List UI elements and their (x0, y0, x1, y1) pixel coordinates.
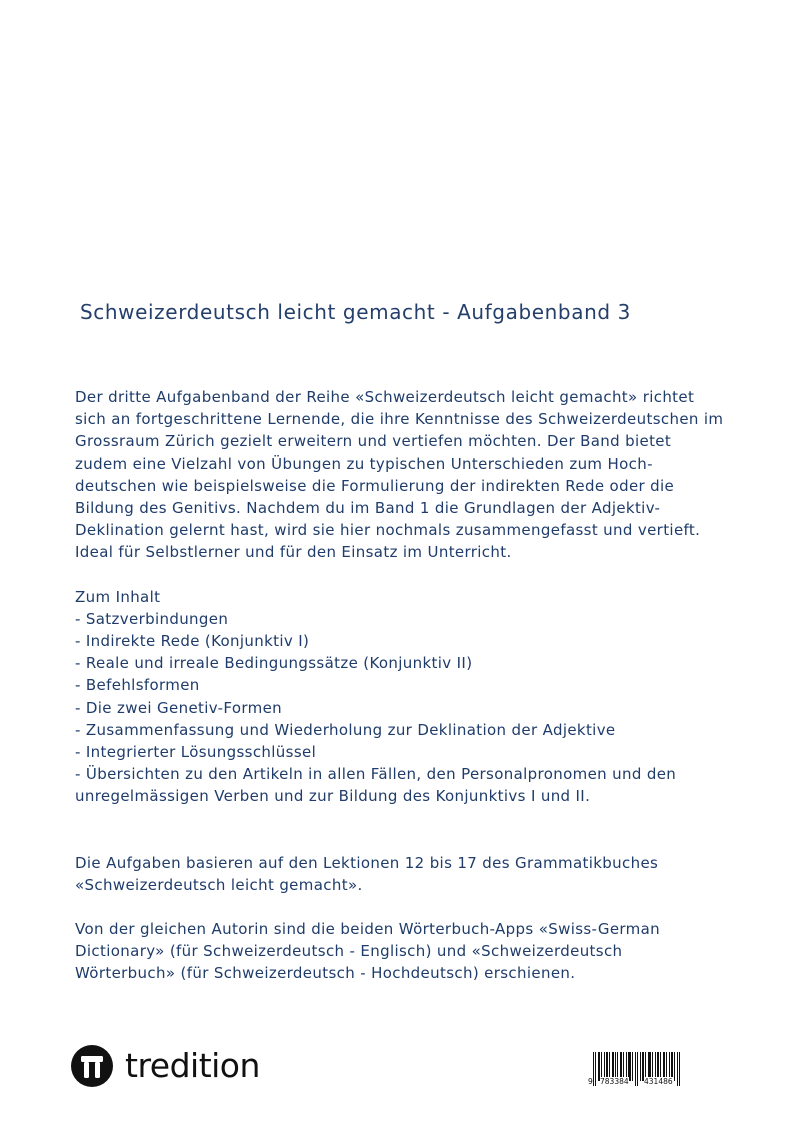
list-item: - Befehlsformen (75, 674, 725, 696)
list-item: - Satzverbindungen (75, 608, 725, 630)
list-item: - Indirekte Rede (Konjunktiv I) (75, 630, 725, 652)
publisher-name: tredition (125, 1046, 260, 1085)
publisher-logo (71, 1045, 260, 1087)
list-item: - Reale und irreale Bedingungssätze (Konjunktiv II) (75, 652, 725, 674)
list-item: - Zusammenfassung und Wiederholung zur Deklination der Adjektive (75, 719, 725, 741)
back-cover-text (75, 386, 725, 985)
barcode-group-right: 431486 (644, 1077, 673, 1086)
intro-paragraph: Der dritte Aufgabenband der Reihe «Schweizerdeutsch leicht gemacht» richtet sich an fortgeschrittene Lernende, die ihre Kenntnisse des Schweizerdeutschen im Grossraum Zürich gezielt erweitern und vertiefen möchten. Der Band bietet zudem eine Vielzahl von Übungen zu typischen Unterschieden zum Hoch-deutschen wie beispielsweise die Formulierung der indirekten Rede oder die Bildung des Genitivs. Nachdem du im Band 1 die Grundlagen der Adjektiv-Deklination gelernt hast, wird sie hier nochmals zusammengefasst und vertieft. Ideal für Selbstlerner und für den Einsatz im Unterricht. (75, 388, 724, 562)
list-item: - Übersichten zu den Artikeln in allen Fällen, den Personalpronomen und den unregelmässigen Verben und zur Bildung des Konjunktivs I und II. (75, 763, 725, 807)
tredition-logo-icon (71, 1045, 113, 1087)
basis-paragraph: Die Aufgaben basieren auf den Lektionen 12 bis 17 des Grammatikbuches «Schweizerdeutsch leicht gemacht». (75, 853, 659, 894)
contents-heading: Zum Inhalt (75, 587, 161, 606)
list-item: - Die zwei Genetiv-Formen (75, 697, 725, 719)
apps-paragraph: Von der gleichen Autorin sind die beiden Wörterbuch-Apps «Swiss-German Dictionary» (für Schweizerdeutsch - Englisch) und «Schweizerdeutsch Wörterbuch» (für Schweizerdeutsch - Hochdeutsch) erschienen. (75, 920, 661, 983)
list-item: - Integrierter Lösungsschlüssel (75, 741, 725, 763)
book-title: Schweizerdeutsch leicht gemacht - Aufgabenband 3 (80, 300, 631, 324)
barcode (588, 1052, 692, 1088)
barcode-group-left: 783384 (600, 1077, 629, 1086)
barcode-digit-first: 9 (588, 1077, 593, 1086)
contents-list (75, 608, 725, 808)
